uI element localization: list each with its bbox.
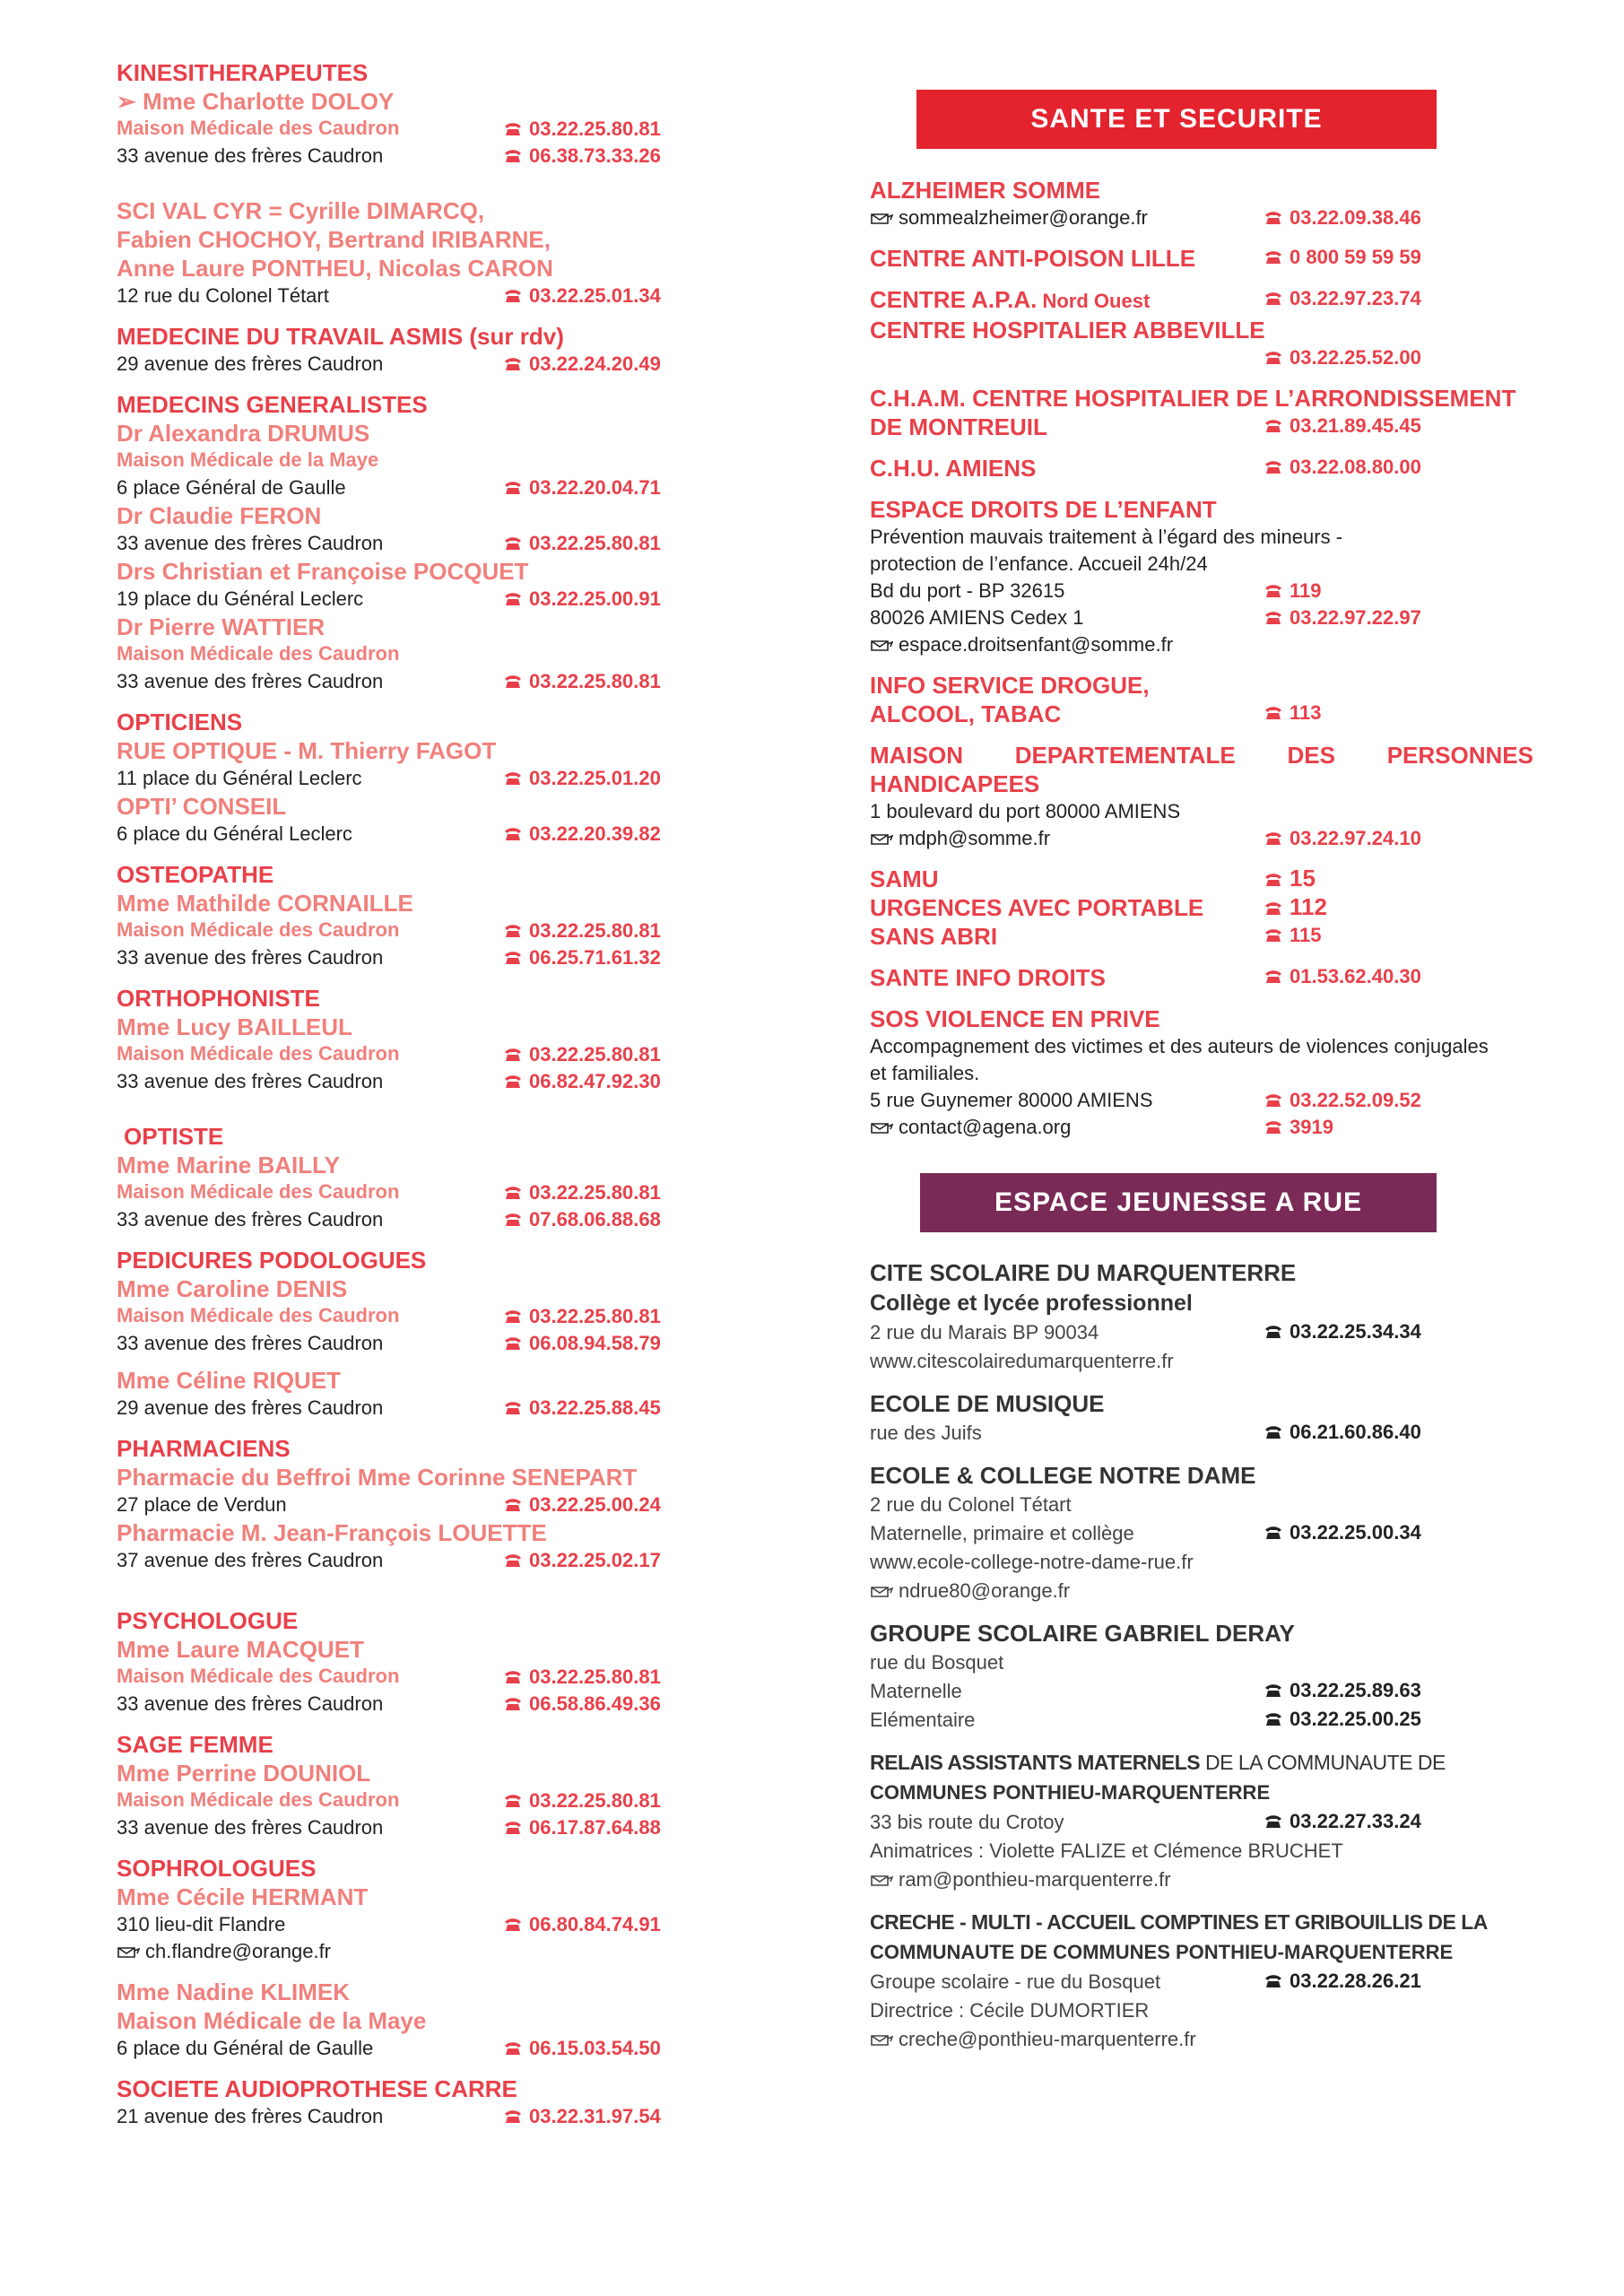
website-link[interactable]: www.ecole-college-notre-dame-rue.fr xyxy=(870,1551,1194,1573)
entry-opticiens xyxy=(117,708,690,848)
practitioner-name: Mme Lucy BAILLEUL xyxy=(117,1013,352,1040)
phone-icon xyxy=(1264,1814,1282,1829)
phone-icon xyxy=(504,771,522,786)
address: 27 place de Verdun 03.22.25.00.24 xyxy=(117,1492,690,1518)
phone-number[interactable]: 03.22.25.80.81 xyxy=(504,530,661,557)
section-title: ORTHOPHONISTE xyxy=(117,985,320,1012)
email-icon xyxy=(870,832,893,845)
practitioner-name: Pharmacie M. Jean-François LOUETTE xyxy=(117,1519,547,1546)
place-name: Maison Médicale des Caudron xyxy=(117,642,400,665)
section-title: GROUPE SCOLAIRE GABRIEL DERAY xyxy=(870,1620,1295,1647)
phone-number[interactable]: 03.22.25.80.81 xyxy=(504,1179,661,1206)
phone-number[interactable]: 03.22.97.22.97 xyxy=(1264,604,1421,631)
phone-icon xyxy=(1264,1093,1282,1108)
phone-icon xyxy=(1264,1974,1282,1988)
entry-info-drogue xyxy=(870,671,1533,728)
email-icon xyxy=(870,1585,893,1597)
phone-icon xyxy=(1264,291,1282,306)
phone-icon xyxy=(1264,1712,1282,1726)
school-level: Elémentaire 03.22.25.00.25 xyxy=(870,1708,1421,1731)
email[interactable]: sommealzheimer@orange.fr 03.22.09.38.46 xyxy=(870,204,1533,231)
entry-droits-enfant xyxy=(870,495,1533,658)
phone-icon xyxy=(1264,584,1282,598)
section-title: OSTEOPATHE xyxy=(117,861,274,888)
phone-icon xyxy=(1264,873,1282,887)
section-title: KINESITHERAPEUTES xyxy=(117,59,369,86)
section-title: HANDICAPEES xyxy=(870,770,1040,797)
levels: Maternelle, primaire et collège 03.22.25.00.34 xyxy=(870,1521,1421,1544)
entry-ecole-musique xyxy=(870,1388,1533,1448)
phone-icon xyxy=(1264,1526,1282,1540)
entry-alzheimer xyxy=(870,176,1533,231)
left-column xyxy=(117,58,690,2143)
place-name: Maison Médicale de la Maye xyxy=(117,448,379,471)
phone-icon xyxy=(504,1794,522,1808)
phone-icon xyxy=(504,1074,522,1089)
phone-number[interactable]: 06.25.71.61.32 xyxy=(504,944,661,971)
phone-number[interactable]: 03.22.25.88.45 xyxy=(504,1395,661,1422)
phone-icon xyxy=(1264,901,1282,916)
entry-medecine-travail xyxy=(117,322,690,378)
address: 29 avenue des frères Caudron 03.22.25.88.45 xyxy=(117,1395,690,1422)
banner-espace-jeunesse: ESPACE JEUNESSE A RUE xyxy=(920,1173,1437,1232)
address: 2 rue du Marais BP 90034 03.22.25.34.34 xyxy=(870,1320,1421,1344)
phone-icon xyxy=(504,1309,522,1324)
phone-icon xyxy=(504,1697,522,1711)
phone-number[interactable]: 06.15.03.54.50 xyxy=(504,2035,661,2062)
address: 33 avenue des frères Caudron 07.68.06.88.68 xyxy=(117,1206,690,1233)
address: 310 lieu-dit Flandre 06.80.84.74.91 xyxy=(117,1911,690,1938)
phone-number[interactable]: 03.22.24.20.49 xyxy=(504,351,661,378)
phone-icon xyxy=(1264,1425,1282,1439)
phone-number[interactable]: 03.22.25.52.00 xyxy=(1264,344,1421,371)
phone-number[interactable]: 03.22.25.01.34 xyxy=(504,283,661,309)
phone-icon xyxy=(1264,1325,1282,1339)
place-name: Maison Médicale des Caudron 03.22.25.80.81 xyxy=(117,1664,690,1691)
section-title: ECOLE DE MUSIQUE xyxy=(870,1390,1105,1417)
phone-number[interactable]: 03.22.25.00.24 xyxy=(504,1492,661,1518)
phone-number[interactable]: 03.22.52.09.52 xyxy=(1264,1087,1421,1114)
section-title: PEDICURES PODOLOGUES xyxy=(117,1247,427,1274)
section-title: RELAIS ASSISTANTS MATERNELS DE LA COMMUNAUTE DE xyxy=(870,1751,1446,1774)
email-icon xyxy=(870,639,893,651)
practitioner-name: Mme Perrine DOUNIOL xyxy=(117,1760,371,1787)
phone-icon xyxy=(1264,211,1282,225)
place-name: Maison Médicale des Caudron 03.22.25.80.81 xyxy=(117,1303,690,1330)
phone-number[interactable]: 15 xyxy=(1264,865,1316,891)
entry-gabriel-deray xyxy=(870,1618,1533,1735)
entry-sos-violence xyxy=(870,1004,1533,1141)
place-name: Maison Médicale des Caudron 03.22.25.80.81 xyxy=(117,1041,690,1068)
section-title: SOCIETE AUDIOPROTHESE CARRE xyxy=(117,2075,517,2102)
phone-icon xyxy=(504,149,522,163)
email-icon xyxy=(117,1945,140,1958)
banner-sante-securite: SANTE ET SECURITE xyxy=(916,90,1437,149)
address: 12 rue du Colonel Tétart 03.22.25.01.34 xyxy=(117,283,690,309)
phone-number[interactable]: 112 xyxy=(1264,893,1327,920)
practitioner-name: Mme Céline RIQUET xyxy=(117,1367,341,1394)
section-title: SOPHROLOGUES xyxy=(117,1855,317,1882)
phone-icon xyxy=(504,289,522,303)
section-title: CENTRE HOSPITALIER ABBEVILLE xyxy=(870,317,1265,344)
practitioner-name: Mme Marine BAILLY xyxy=(117,1152,340,1178)
entry-sci-val-cyr xyxy=(117,196,690,309)
place-name: Maison Médicale des Caudron 03.22.25.80.81 xyxy=(117,1179,690,1206)
phone-number[interactable]: 03.22.25.80.81 xyxy=(504,1303,661,1330)
phone-number[interactable]: 03.22.25.80.81 xyxy=(504,668,661,695)
practitioner-name: Mme Mathilde CORNAILLE xyxy=(117,890,413,917)
phone-number[interactable]: 03.22.25.00.25 xyxy=(1264,1706,1421,1733)
section-title: ESPACE DROITS DE L’ENFANT xyxy=(870,496,1217,523)
section-title: DE MONTREUIL 03.21.89.45.45 xyxy=(870,413,1421,440)
phone-number[interactable]: 03.22.25.34.34 xyxy=(1264,1318,1421,1345)
phone-number[interactable]: 06.80.84.74.91 xyxy=(504,1911,661,1938)
phone-number[interactable]: 03.22.25.00.91 xyxy=(504,586,661,613)
address: 19 place du Général Leclerc 03.22.25.00.91 xyxy=(117,586,690,613)
section-title: CRECHE - MULTI - ACCUEIL COMPTINES ET GRIBOUILLIS DE LA xyxy=(870,1910,1488,1934)
phone-icon xyxy=(504,357,522,371)
phone-number[interactable]: 03.22.97.23.74 xyxy=(1264,285,1421,312)
practitioner-name: RUE OPTIQUE - M. Thierry FAGOT xyxy=(117,737,497,764)
section-title: OPTISTE xyxy=(124,1123,224,1150)
entry-sophrologues xyxy=(117,1854,690,2062)
phone-number[interactable]: 03.22.27.33.24 xyxy=(1264,1808,1421,1835)
section-title: INFO SERVICE DROGUE, xyxy=(870,672,1150,699)
phone-number[interactable]: 03.22.31.97.54 xyxy=(504,2103,661,2130)
phone-icon xyxy=(504,481,522,495)
section-title: CITE SCOLAIRE DU MARQUENTERRE xyxy=(870,1259,1297,1286)
address: 6 place du Général Leclerc 03.22.20.39.82 xyxy=(117,821,690,848)
address: 6 place du Général de Gaulle 06.15.03.54.50 xyxy=(117,2035,690,2062)
address: 6 place Général de Gaulle 03.22.20.04.71 xyxy=(117,474,690,501)
address: 33 bis route du Crotoy 03.22.27.33.24 xyxy=(870,1810,1421,1833)
section-title: MEDECINS GENERALISTES xyxy=(117,391,428,418)
phone-icon xyxy=(1264,611,1282,625)
address: 2 rue du Colonel Tétart xyxy=(870,1493,1072,1516)
phone-icon xyxy=(504,924,522,938)
phone-row xyxy=(870,344,1533,371)
phone-icon xyxy=(504,592,522,606)
section-title: MEDECINE DU TRAVAIL ASMIS (sur rdv) xyxy=(117,323,564,350)
practitioner-name: OPTI’ CONSEIL xyxy=(117,793,287,820)
entry-medecins-generalistes xyxy=(117,390,690,695)
practitioner-name: Dr Pierre WATTIER xyxy=(117,613,326,640)
section-title: ECOLE & COLLEGE NOTRE DAME xyxy=(870,1462,1256,1489)
phone-icon xyxy=(504,1213,522,1227)
phone-number[interactable]: 03.22.25.80.81 xyxy=(504,1787,661,1814)
phone-number[interactable]: 07.68.06.88.68 xyxy=(504,1206,661,1233)
phone-icon xyxy=(504,2041,522,2056)
entry-orthophoniste xyxy=(117,984,690,1095)
practitioner-names: Fabien CHOCHOY, Bertrand IRIBARNE, xyxy=(117,226,551,253)
address: 33 avenue des frères Caudron 06.17.87.64.88 xyxy=(117,1814,690,1841)
phone-icon xyxy=(504,1918,522,1932)
section-title: COMMUNES PONTHIEU-MARQUENTERRE xyxy=(870,1781,1271,1804)
address: Groupe scolaire - rue du Bosquet 03.22.28.26.21 xyxy=(870,1970,1421,1993)
email[interactable]: ch.flandre@orange.fr xyxy=(117,1938,690,1965)
phone-number[interactable]: 113 xyxy=(1264,700,1322,726)
phone-icon xyxy=(504,1670,522,1684)
phone-number[interactable]: 03.22.20.39.82 xyxy=(504,821,661,848)
practitioner-name: Dr Claudie FERON xyxy=(117,502,322,529)
section-title: CENTRE ANTI-POISON LILLE 0 800 59 59 59 xyxy=(870,245,1421,272)
phone-number[interactable]: 03.22.25.80.81 xyxy=(504,1041,661,1068)
entry-osteopathe xyxy=(117,860,690,971)
address: 33 avenue des frères Caudron 03.22.25.80.81 xyxy=(117,530,690,557)
practitioner-name: Mme Nadine KLIMEK xyxy=(117,1979,351,2005)
entry-pedicures-podologues xyxy=(117,1246,690,1422)
phone-icon xyxy=(504,122,522,136)
phone-number[interactable]: 03.22.97.24.10 xyxy=(1264,825,1421,852)
phone-icon xyxy=(504,1336,522,1351)
entry-urgences xyxy=(870,865,1533,951)
phone-icon xyxy=(504,1401,522,1415)
address: rue du Bosquet xyxy=(870,1651,1004,1674)
phone-icon xyxy=(504,827,522,841)
phone-icon xyxy=(1264,706,1282,720)
phone-number[interactable]: 06.58.86.49.36 xyxy=(504,1691,661,1718)
address: 11 place du Général Leclerc 03.22.25.01.20 xyxy=(117,765,690,792)
address: 21 avenue des frères Caudron 03.22.31.97.54 xyxy=(117,2103,690,2130)
phone-icon xyxy=(1264,1683,1282,1698)
address: 33 avenue des frères Caudron 06.25.71.61.32 xyxy=(117,944,690,971)
address: 37 avenue des frères Caudron 03.22.25.02.17 xyxy=(117,1547,690,1574)
phone-icon xyxy=(1264,928,1282,943)
phone-icon xyxy=(1264,351,1282,365)
entry-notre-dame xyxy=(870,1460,1533,1605)
email-icon xyxy=(870,212,893,224)
phone-icon xyxy=(504,1186,522,1200)
practitioner-name: Drs Christian et Françoise POCQUET xyxy=(117,558,529,585)
address: 33 avenue des frères Caudron 06.58.86.49.36 xyxy=(117,1691,690,1718)
description: Prévention mauvais traitement à l’égard des mineurs - xyxy=(870,526,1343,548)
description: Accompagnement des victimes et des auteurs de violences conjugales xyxy=(870,1035,1489,1057)
section-title: PSYCHOLOGUE xyxy=(117,1607,299,1634)
subtitle: Collège et lycée professionnel xyxy=(870,1291,1193,1316)
phone-number[interactable]: 115 xyxy=(1264,922,1322,949)
address: 33 avenue des frères Caudron 06.08.94.58.79 xyxy=(117,1330,690,1357)
section-title: SANS ABRI 115 xyxy=(870,923,1322,950)
phone-icon xyxy=(1264,1120,1282,1135)
email-icon xyxy=(870,2033,893,2046)
phone-icon xyxy=(1264,419,1282,433)
right-column xyxy=(870,90,1533,2066)
section-title: C.H.A.M. CENTRE HOSPITALIER DE L’ARRONDISSEMENT xyxy=(870,385,1516,412)
practitioner-names: Anne Laure PONTHEU, Nicolas CARON xyxy=(117,255,553,282)
phone-number[interactable]: 3919 xyxy=(1264,1114,1333,1141)
section-title: COMMUNAUTE DE COMMUNES PONTHIEU-MARQUENTERRE xyxy=(870,1941,1454,1963)
entry-apa-abbeville xyxy=(870,285,1533,371)
phone-number[interactable]: 03.22.25.80.81 xyxy=(504,918,661,944)
address: rue des Juifs 06.21.60.86.40 xyxy=(870,1421,1421,1444)
address: 33 avenue des frères Caudron 06.82.47.92.30 xyxy=(117,1068,690,1095)
phone-icon xyxy=(504,951,522,965)
address: 1 boulevard du port 80000 AMIENS xyxy=(870,800,1181,822)
phone-number[interactable]: 06.82.47.92.30 xyxy=(504,1068,661,1095)
entry-mdph xyxy=(870,741,1533,852)
entry-optiste xyxy=(117,1122,690,1233)
phone-number[interactable]: 06.38.73.33.26 xyxy=(504,143,661,170)
practitioner-name: Dr Alexandra DRUMUS xyxy=(117,420,370,447)
phone-number[interactable]: 06.21.60.86.40 xyxy=(1264,1419,1421,1446)
section-title: CENTRE A.P.A. Nord Ouest 03.22.97.23.74 xyxy=(870,286,1421,313)
entry-cham-montreuil xyxy=(870,384,1533,441)
email[interactable]: espace.droitsenfant@somme.fr xyxy=(870,631,1533,658)
place-name: Maison Médicale des Caudron 03.22.25.80.81 xyxy=(117,918,690,944)
phone-number[interactable]: 03.22.25.89.63 xyxy=(1264,1677,1421,1704)
email[interactable]: ram@ponthieu-marquenterre.fr xyxy=(870,1866,1533,1894)
practitioner-name: ➢ Mme Charlotte DOLOY xyxy=(117,88,395,115)
phone-icon xyxy=(1264,970,1282,984)
section-title: SOS VIOLENCE EN PRIVE xyxy=(870,1005,1160,1032)
entry-creche xyxy=(870,1907,1533,2054)
address: Bd du port - BP 32615 119 xyxy=(870,578,1533,604)
school-level: Maternelle 03.22.25.89.63 xyxy=(870,1679,1421,1702)
place-name: Maison Médicale des Caudron 03.22.25.80.81 xyxy=(117,1787,690,1814)
place-name: Maison Médicale des Caudron 03.22.25.80.81 xyxy=(117,116,690,143)
phone-icon xyxy=(504,1498,522,1512)
phone-number[interactable]: 06.08.94.58.79 xyxy=(504,1330,661,1357)
description: protection de l’enfance. Accueil 24h/24 xyxy=(870,552,1208,575)
entry-cite-scolaire xyxy=(870,1257,1533,1376)
phone-number[interactable]: 06.17.87.64.88 xyxy=(504,1814,661,1841)
phone-number[interactable]: 03.22.08.80.00 xyxy=(1264,454,1421,481)
section-title: SANTE INFO DROITS 01.53.62.40.30 xyxy=(870,964,1421,991)
section-title: SAMU 15 xyxy=(870,865,1316,892)
section-title: PHARMACIENS xyxy=(117,1435,291,1462)
description: et familiales. xyxy=(870,1062,980,1084)
address: 5 rue Guynemer 80000 AMIENS 03.22.52.09.52 xyxy=(870,1087,1533,1114)
phone-number[interactable]: 03.22.25.80.81 xyxy=(504,116,661,143)
entry-pharmaciens xyxy=(117,1434,690,1574)
address: 80026 AMIENS Cedex 1 03.22.97.22.97 xyxy=(870,604,1533,631)
entry-kinesitherapeutes xyxy=(117,58,690,170)
phone-number[interactable]: 03.22.25.80.81 xyxy=(504,1664,661,1691)
practitioner-name: Mme Laure MACQUET xyxy=(117,1636,364,1663)
practitioner-name: Mme Cécile HERMANT xyxy=(117,1883,369,1910)
phone-icon xyxy=(1264,831,1282,846)
email[interactable]: creche@ponthieu-marquenterre.fr xyxy=(870,2025,1533,2054)
practitioner-name: Pharmacie du Beffroi Mme Corinne SENEPART xyxy=(117,1464,638,1491)
entry-audioprothese xyxy=(117,2074,690,2130)
address: 33 avenue des frères Caudron 06.38.73.33.26 xyxy=(117,143,690,170)
entry-sante-info-droits xyxy=(870,963,1533,992)
email-icon xyxy=(870,1874,893,1886)
section-title: OPTICIENS xyxy=(117,709,243,735)
phone-number[interactable]: 03.22.25.01.20 xyxy=(504,765,661,792)
phone-icon xyxy=(1264,460,1282,474)
phone-icon xyxy=(1264,250,1282,265)
section-title: C.H.U. AMIENS 03.22.08.80.00 xyxy=(870,455,1421,482)
phone-icon xyxy=(504,1553,522,1568)
phone-number[interactable]: 03.22.28.26.21 xyxy=(1264,1968,1421,1995)
section-title: MAISON DEPARTEMENTALE DES PERSONNES xyxy=(870,742,1533,769)
phone-number[interactable]: 01.53.62.40.30 xyxy=(1264,963,1421,990)
section-title: URGENCES AVEC PORTABLE 112 xyxy=(870,893,1327,921)
entry-psychologue xyxy=(117,1606,690,1718)
entry-relais-assistants xyxy=(870,1747,1533,1894)
entry-chu-amiens xyxy=(870,454,1533,483)
phone-number[interactable]: 03.22.25.02.17 xyxy=(504,1547,661,1574)
section-title: ALZHEIMER SOMME xyxy=(870,177,1101,204)
practitioner-name: Mme Caroline DENIS xyxy=(117,1275,348,1302)
phone-number[interactable]: 03.21.89.45.45 xyxy=(1264,413,1421,439)
phone-number[interactable]: 0 800 59 59 59 xyxy=(1264,244,1421,271)
address: 33 avenue des frères Caudron 03.22.25.80.81 xyxy=(117,668,690,695)
email[interactable]: contact@agena.org 3919 xyxy=(870,1114,1533,1141)
entry-sage-femme xyxy=(117,1730,690,1841)
phone-number[interactable]: 119 xyxy=(1264,578,1322,604)
phone-number[interactable]: 03.22.09.38.46 xyxy=(1264,204,1421,231)
section-title: ALCOOL, TABAC 113 xyxy=(870,700,1322,727)
email[interactable]: ndrue80@orange.fr xyxy=(870,1577,1533,1605)
entry-anti-poison xyxy=(870,244,1533,273)
practitioner-names: SCI VAL CYR = Cyrille DIMARCQ, xyxy=(117,197,485,224)
phone-icon xyxy=(504,2109,522,2124)
website-link[interactable]: www.citescolairedumarquenterre.fr xyxy=(870,1350,1174,1372)
section-title: SAGE FEMME xyxy=(117,1731,274,1758)
phone-icon xyxy=(504,1048,522,1062)
address: 29 avenue des frères Caudron 03.22.24.20.49 xyxy=(117,351,690,378)
place-name: Maison Médicale de la Maye xyxy=(117,2007,427,2034)
phone-icon xyxy=(504,1821,522,1835)
phone-number[interactable]: 03.22.25.00.34 xyxy=(1264,1519,1421,1546)
staff-names: Animatrices : Violette FALIZE et Clémence BRUCHET xyxy=(870,1839,1343,1862)
email[interactable]: mdph@somme.fr 03.22.97.24.10 xyxy=(870,825,1533,852)
phone-number[interactable]: 03.22.20.04.71 xyxy=(504,474,661,501)
director-name: Directrice : Cécile DUMORTIER xyxy=(870,1999,1150,2022)
email-icon xyxy=(870,1121,893,1134)
phone-icon xyxy=(504,536,522,551)
phone-icon xyxy=(504,674,522,689)
